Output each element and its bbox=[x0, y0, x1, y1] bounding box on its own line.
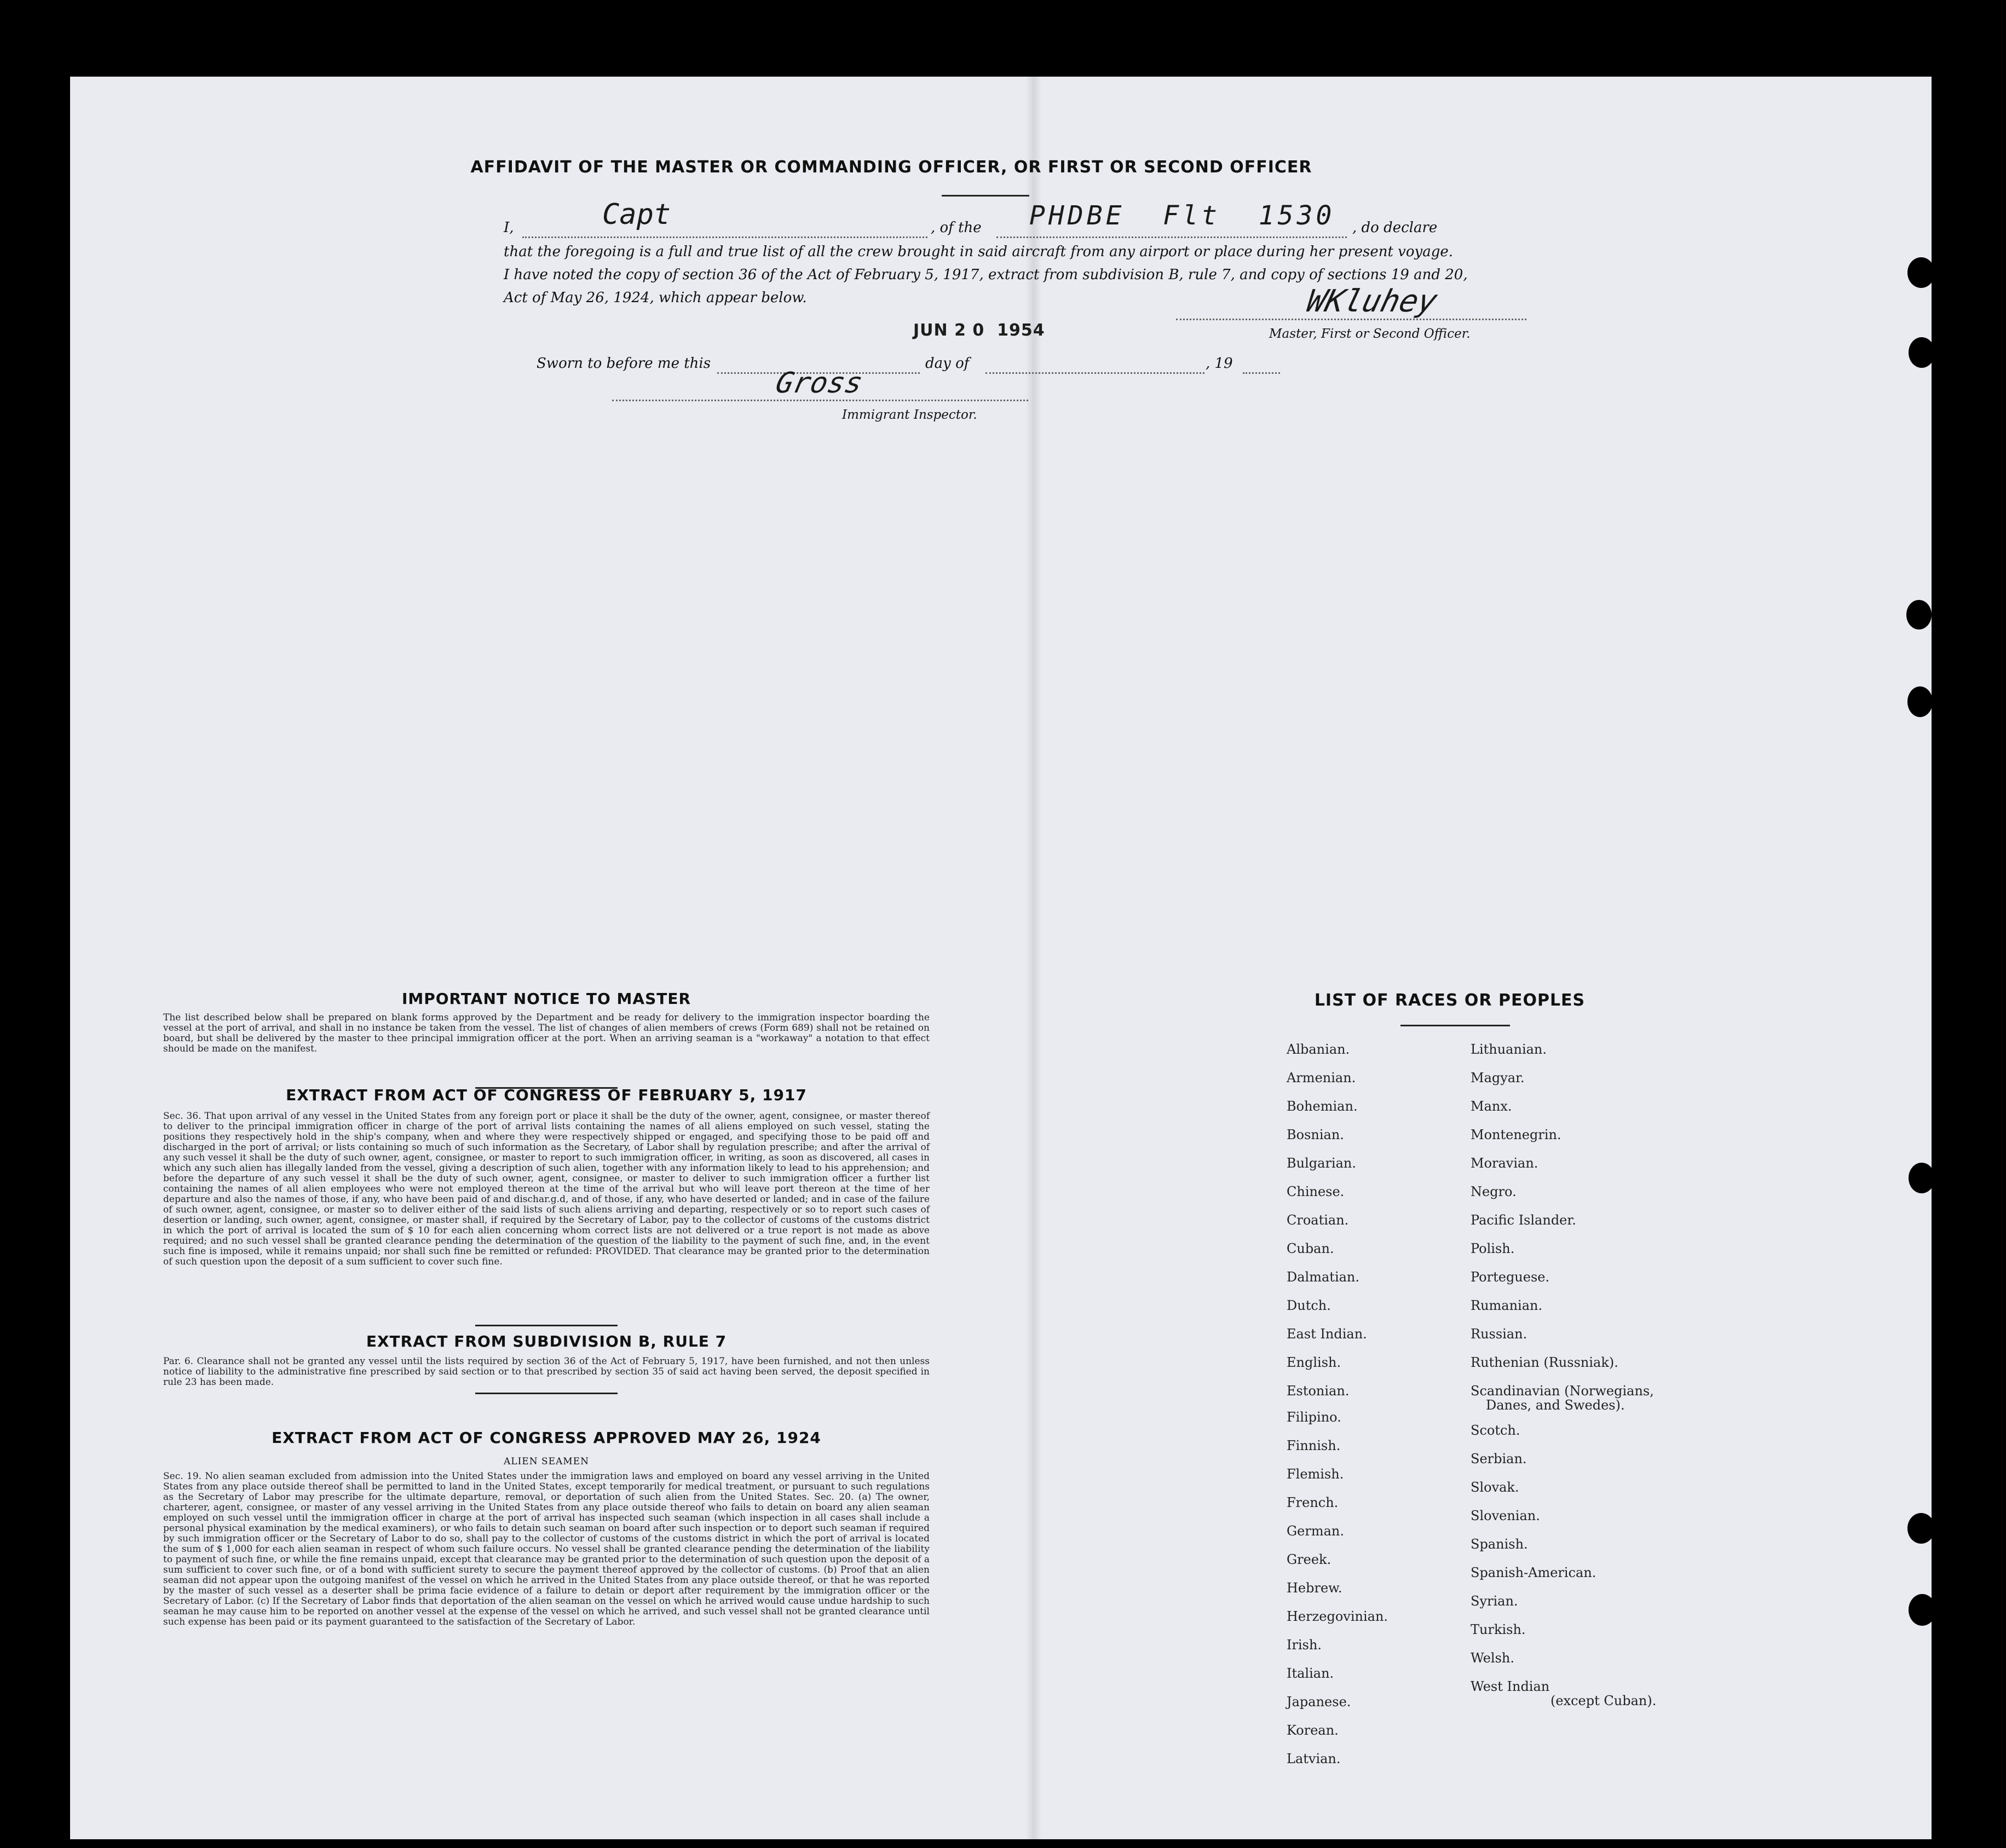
race-item: Armenian. bbox=[1287, 1070, 1356, 1085]
race-item: Korean. bbox=[1287, 1723, 1339, 1738]
notice-body: The list described below shall be prepared on blank forms approved by the Department and be ready for delivery to the immigration inspector boarding the vessel at the port of arrival, and shall in no instance be taken from the vessel. The list of changes of alien members of crews (Form 689) shall not be retained on board, but shall be delivered by the master to thee principal immigration officer at the port. When an arriving seaman is a "workaway" a notation to that effect should be made on the manifest. bbox=[163, 1012, 930, 1054]
punch-hole bbox=[1909, 1594, 1936, 1626]
race-item: Flemish. bbox=[1287, 1466, 1344, 1482]
race-item: Lithuanian. bbox=[1471, 1042, 1547, 1057]
extract-1924-body: Sec. 19. No alien seaman excluded from admission into the United States under the immigration laws and employed on board any vessel arriving in the United States from any place outside thereof shall be permitted to land in the United States, except temporarily for medical treatment, or pursuant to such regulations as the Secretary of Labor may prescribe for the ultimate departure, removal, or deportation of such alien from the United States. Sec. 20. (a) The owner, charterer, agent, consignee, or master of any vessel arriving in the United States from any place outside thereof who fails to detain on board any alien seaman employed on such vessel until the immigration officer in charge at the port of arrival has inspected such seaman (which inspection in all cases shall include a personal physical examination by the medical examiners), or who fails to detain such seaman on board after such inspection or to deport such seaman if required by such immigration officer or the Secretary of Labor to do so, shall pay to the collector of customs of the customs district in which the port of arrival is located the sum of $ 1,000 for each alien seaman in respect of whom such failure occurs. No vessel shall be granted clearance pending the determination of the liability to payment of such fine, or while the fine remains unpaid, except that clearance may be granted prior to the determination of such question upon the deposit of a sum sufficient to cover such fine, or of a bond with sufficient surety to secure the payment thereof approved by the collector of customs. (b) Proof that an alien seaman did not appear upon the outgoing manifest of the vessel on which he arrived in the United States from any place outside thereof, or that he was reported by the master of such vessel as a deserter shall be prima facie evidence of a failure to detain or deport after requirement by the immigration officer or the Secretary of Labor. (c) If the Secretary of Labor finds that deportation of the alien seaman on the vessel on which he arrived would cause undue hardship to such seaman he may cause him to be reported on another vessel at the expense of the vessel on which he arrived, and such vessel shall not be granted clearance until such expense has been paid or its payment guaranteed to the satisfaction of the Secretary of Labor. bbox=[163, 1471, 930, 1627]
of-the-label: , of the bbox=[931, 220, 982, 236]
punch-hole bbox=[1906, 600, 1932, 630]
race-item: Bulgarian. bbox=[1287, 1156, 1356, 1171]
race-item: Latvian. bbox=[1287, 1751, 1341, 1766]
extract-1917-body: Sec. 36. That upon arrival of any vessel in the United States from any foreign port or place it shall be the duty of the owner, agent, consignee, or master thereof to deliver to the principal immigration officer in charge of the port of arrival lists containing the names of all aliens employed on such vessel, stating the positions they respectively hold in the ship's company, when and where they were respectively shipped or engaged, and specifying those to be paid off and discharged in the port of arrival; or lists containing so much of such information as the Secretary, of Labor shall by regulation prescribe; and after the arrival of any such vessel it shall be the duty of such owner, agent, consignee, or master to report to such immigration officer, in writing, as soon as discovered, all cases in which any such alien has illegally landed from the vessel, giving a description of such alien, together with any information likely to lead to his apprehension; and before the departure of any such vessel it shall be the duty of such owner, agent, consignee, or master to deliver to such immigration officer a further list containing the names of all alien employees who were not employed thereon at the time of the arrival but who will leave port thereon at the time of her departure and also the names of those, if any, who have been paid of and dischar.g.d, and of those, if any, who have deserted or landed; and in case of the failure of such owner, agent, consignee, or master so to deliver either of the said lists of such aliens arriving and departing, respectively or so to report such cases of desertion or landing, such owner, agent, consignee, or master shall, if required by the Secretary of Labor, pay to the collector of customs of the customs district in which the port of arrival is located the sum of $ 10 for each alien concerning whom correct lists are not delivered or a true report is not made as above required; and no such vessel shall be granted clearance pending the determination of the question of the liability to the payment of such fine, and, in the event such fine is imposed, while it remains unpaid; nor shall such fine be remitted or refunded: PROVIDED. That clearance may be granted prior to the determination of such question upon the deposit of a sum sufficient to cover such fine. bbox=[163, 1111, 930, 1267]
race-item: Greek. bbox=[1287, 1552, 1331, 1567]
race-item: Hebrew. bbox=[1287, 1580, 1342, 1596]
do-declare-label: , do declare bbox=[1352, 220, 1438, 236]
race-item: Ruthenian (Russniak). bbox=[1471, 1355, 1618, 1370]
notice-title: IMPORTANT NOTICE TO MASTER bbox=[401, 990, 691, 1008]
affidavit-line-1 bbox=[504, 198, 1577, 241]
master-signature-line bbox=[1176, 319, 1526, 320]
race-item: Slovenian. bbox=[1471, 1508, 1540, 1523]
race-item: Manx. bbox=[1471, 1099, 1512, 1114]
race-item: Polish. bbox=[1471, 1241, 1515, 1256]
race-item: Irish. bbox=[1287, 1637, 1322, 1653]
race-item: Croatian. bbox=[1287, 1212, 1349, 1228]
punch-hole bbox=[1907, 1513, 1935, 1544]
rule7-body: Par. 6. Clearance shall not be granted any vessel until the lists required by section 36 of the Act of February 5, 1917, have been furnished, and not then unless notice of liability to the administrative fine prescribed by said section or to that prescribed by section 35 of said act having been served, the deposit specified in rule 23 has been made. bbox=[163, 1356, 930, 1388]
race-item: Estonian. bbox=[1287, 1383, 1350, 1399]
race-item: Dalmatian. bbox=[1287, 1269, 1360, 1285]
race-item: Montenegrin. bbox=[1471, 1127, 1561, 1142]
race-item: Bohemian. bbox=[1287, 1099, 1358, 1114]
affidavit-line-4: Act of May 26, 1924, which appear below. bbox=[504, 290, 807, 306]
race-item: French. bbox=[1287, 1495, 1339, 1510]
race-item: Filipino. bbox=[1287, 1410, 1341, 1425]
race-item: Turkish. bbox=[1471, 1622, 1526, 1637]
extract-1924-subtitle: ALIEN SEAMEN bbox=[504, 1456, 589, 1467]
rule7-divider bbox=[475, 1393, 618, 1394]
affidavit-title: AFFIDAVIT OF THE MASTER OR COMMANDING OFFICER, OR FIRST OR SECOND OFFICER bbox=[470, 158, 1312, 177]
race-item: Scandinavian (Norwegians, bbox=[1471, 1383, 1654, 1399]
race-item: Finnish. bbox=[1287, 1438, 1341, 1453]
day-of-label: day of bbox=[925, 355, 970, 372]
races-right-column bbox=[1471, 1041, 1722, 1714]
race-item: Porteguese. bbox=[1471, 1269, 1550, 1285]
race-item: Spanish. bbox=[1471, 1537, 1528, 1552]
title-underline bbox=[942, 195, 1029, 197]
race-item: East Indian. bbox=[1287, 1326, 1367, 1342]
vessel-handwriting: PHDBE Flt 1530 bbox=[1029, 200, 1335, 231]
punch-hole bbox=[1907, 257, 1935, 288]
affidavit-line-3: I have noted the copy of section 36 of the Act of February 5, 1917, extract from subdivision B, rule 7, and copy of sections 19 and 20, bbox=[504, 267, 1468, 283]
race-item: Slovak. bbox=[1471, 1480, 1519, 1495]
race-item: Italian. bbox=[1287, 1666, 1334, 1681]
name-blank bbox=[522, 236, 927, 238]
race-item: Danes, and Swedes). bbox=[1486, 1397, 1625, 1413]
race-item: German. bbox=[1287, 1523, 1344, 1539]
race-item: Moravian. bbox=[1471, 1156, 1538, 1171]
race-item: Japanese. bbox=[1287, 1694, 1351, 1710]
race-item: Cuban. bbox=[1287, 1241, 1334, 1256]
race-item: Albanian. bbox=[1287, 1042, 1350, 1057]
captain-handwriting: Capt bbox=[602, 198, 671, 231]
i-label: I, bbox=[504, 220, 514, 236]
inspector-signature: Gross bbox=[773, 367, 866, 400]
race-item: West Indian bbox=[1471, 1679, 1550, 1694]
inspector-caption: Immigrant Inspector. bbox=[842, 408, 977, 422]
affidavit-line-2: that the foregoing is a full and true list of all the crew brought in said aircraft from any airport or place during her present voyage. bbox=[504, 244, 1454, 260]
extract-1924-title: EXTRACT FROM ACT OF CONGRESS APPROVED MAY 26, 1924 bbox=[272, 1429, 821, 1447]
races-left-column bbox=[1287, 1041, 1451, 1779]
race-item: Spanish-American. bbox=[1471, 1565, 1596, 1580]
races-title: LIST OF RACES OR PEOPLES bbox=[1314, 991, 1586, 1010]
race-item: English. bbox=[1287, 1355, 1341, 1370]
race-item: (except Cuban). bbox=[1550, 1693, 1657, 1708]
sworn-line bbox=[537, 353, 1358, 377]
race-item: Herzegovinian. bbox=[1287, 1609, 1388, 1624]
race-item: Syrian. bbox=[1471, 1593, 1518, 1609]
race-item: Bosnian. bbox=[1287, 1127, 1344, 1142]
inspector-signature-line bbox=[612, 400, 1028, 401]
sworn-label: Sworn to before me this bbox=[537, 355, 711, 372]
master-signature: WKluhey bbox=[1302, 284, 1442, 319]
race-item: Welsh. bbox=[1471, 1650, 1514, 1666]
rule7-title: EXTRACT FROM SUBDIVISION B, RULE 7 bbox=[366, 1332, 727, 1350]
race-item: Magyar. bbox=[1471, 1070, 1525, 1085]
date-stamp: JUN 2 0 1954 bbox=[913, 321, 1045, 340]
race-item: Chinese. bbox=[1287, 1184, 1345, 1199]
vessel-blank bbox=[996, 236, 1347, 238]
race-item: Dutch. bbox=[1287, 1298, 1331, 1313]
race-item: Russian. bbox=[1471, 1326, 1527, 1342]
race-item: Scotch. bbox=[1471, 1423, 1520, 1438]
extract-1917-title: EXTRACT FROM ACT OF CONGRESS OF FEBRUARY 5, 1917 bbox=[286, 1086, 807, 1104]
race-item: Pacific Islander. bbox=[1471, 1212, 1576, 1228]
races-divider bbox=[1400, 1025, 1510, 1026]
punch-hole bbox=[1907, 686, 1933, 717]
master-caption: Master, First or Second Officer. bbox=[1269, 327, 1471, 341]
year-label: , 19 bbox=[1206, 355, 1233, 372]
punch-hole bbox=[1909, 1163, 1935, 1193]
document-sheet bbox=[70, 77, 1932, 1839]
race-item: Rumanian. bbox=[1471, 1298, 1543, 1313]
extract-1917-divider bbox=[475, 1325, 618, 1326]
race-item: Negro. bbox=[1471, 1184, 1517, 1199]
punch-hole bbox=[1909, 337, 1935, 368]
sworn-year-blank bbox=[1243, 372, 1280, 374]
sworn-month-blank bbox=[985, 372, 1204, 374]
race-item: Serbian. bbox=[1471, 1451, 1527, 1466]
